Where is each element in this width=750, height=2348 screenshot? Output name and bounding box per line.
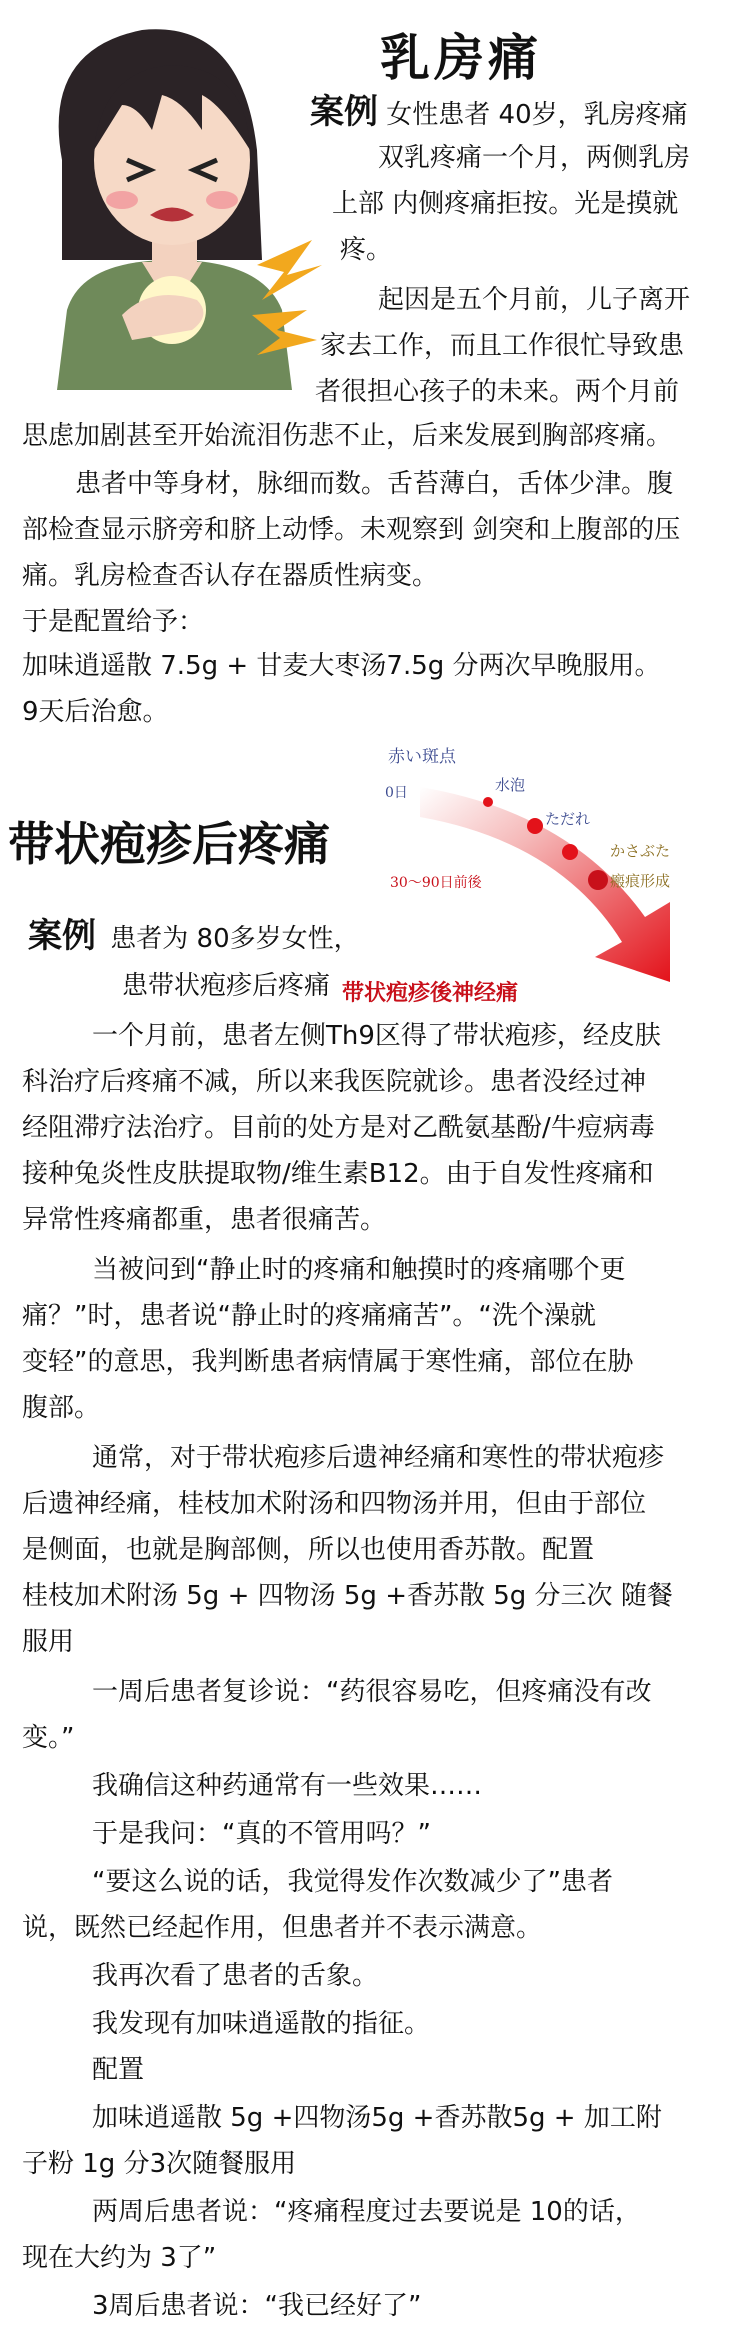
paragraph-line: 变轻”的意思，我判断患者病情属于寒性痛，部位在胁 bbox=[22, 1347, 634, 1377]
paragraph-line: 通常，对于带状疱疹后遗神经痛和寒性的带状疱疹 bbox=[92, 1443, 665, 1473]
label-result: 带状疱疹後神经痛 bbox=[342, 980, 519, 1006]
woman-chest-pain-illustration bbox=[22, 10, 332, 390]
label-blister: 水泡 bbox=[495, 776, 526, 794]
paragraph-line: 配置 bbox=[92, 2055, 145, 2085]
paragraph-line: 于是我问：“真的不管用吗？” bbox=[92, 1819, 431, 1849]
paragraph-line: 说，既然已经起作用，但患者并不表示满意。 bbox=[22, 1913, 543, 1943]
paragraph-line: 一个月前，患者左侧Th9区得了带状疱疹，经皮肤 bbox=[92, 1021, 661, 1051]
red-spot-dot bbox=[483, 797, 493, 807]
section2-title: 带状疱疹后疼痛 bbox=[8, 817, 330, 871]
paragraph-line: 两周后患者说：“疼痛程度过去要说是 10的话， bbox=[92, 2197, 641, 2227]
label-scar: 瘢痕形成 bbox=[610, 872, 671, 890]
paragraph-line: 变。” bbox=[22, 1723, 75, 1753]
paragraph-line: 双乳疼痛一个月，两侧乳房 bbox=[378, 143, 691, 173]
paragraph-line: 桂枝加术附汤 5g + 四物汤 5g +香苏散 5g 分三次 随餐 bbox=[22, 1581, 673, 1611]
scab-dot bbox=[588, 870, 608, 890]
paragraph-line: 子粉 1g 分3次随餐服用 bbox=[22, 2149, 297, 2179]
case-intro-line bbox=[310, 94, 688, 133]
label-red-spots: 赤い斑点 bbox=[388, 747, 456, 767]
paragraph-line: 9天后治愈。 bbox=[22, 697, 169, 727]
label-erosion: ただれ bbox=[545, 810, 591, 828]
paragraph-line: 痛？”时，患者说“静止时的疼痛痛苦”。“洗个澡就 bbox=[22, 1301, 596, 1331]
paragraph-line: 我确信这种药通常有一些效果…… bbox=[92, 1771, 483, 1801]
paragraph-line: 患者中等身材，脉细而数。舌苔薄白，舌体少津。腹 bbox=[75, 469, 674, 499]
paragraph-line: 科治疗后疼痛不减，所以来我医院就诊。患者没经过神 bbox=[22, 1067, 647, 1097]
case-intro: 患者为 80多岁女性， bbox=[110, 924, 360, 954]
paragraph-line: 加味逍遥散 5g +四物汤5g +香苏散5g + 加工附 bbox=[92, 2103, 662, 2133]
paragraph-line: 一周后患者复诊说：“药很容易吃，但疼痛没有改 bbox=[92, 1677, 652, 1707]
paragraph-line: 我再次看了患者的舌象。 bbox=[92, 1961, 379, 1991]
case-intro: 女性患者 40岁，乳房疼痛 bbox=[386, 100, 688, 130]
case-label: 案例 bbox=[310, 92, 378, 132]
case-intro-line bbox=[28, 918, 360, 957]
paragraph-line: 疼。 bbox=[340, 235, 393, 265]
paragraph-line: 是侧面，也就是胸部侧，所以也使用香苏散。配置 bbox=[22, 1535, 595, 1565]
paragraph-line: 起因是五个月前，儿子离开 bbox=[378, 285, 691, 315]
label-scab: かさぶた bbox=[610, 842, 671, 860]
paragraph-line: 接种兔炎性皮肤提取物/维生素B12。由于自发性疼痛和 bbox=[22, 1159, 654, 1189]
paragraph-line: 者很担心孩子的未来。两个月前 bbox=[315, 377, 680, 407]
paragraph-line: 于是配置给予： bbox=[22, 607, 205, 637]
label-days: 30～90日前後 bbox=[390, 875, 482, 891]
paragraph-line: 部检查显示脐旁和脐上动悸。未观察到 剑突和上腹部的压 bbox=[22, 515, 681, 545]
paragraph-line: 我发现有加味逍遥散的指征。 bbox=[92, 2009, 431, 2039]
paragraph-line: 思虑加剧甚至开始流泪伤悲不止，后来发展到胸部疼痛。 bbox=[22, 421, 673, 451]
paragraph-line: 异常性疼痛都重，患者很痛苦。 bbox=[22, 1205, 387, 1235]
erosion-dot bbox=[562, 844, 578, 860]
paragraph-line: 当被问到“静止时的疼痛和触摸时的疼痛哪个更 bbox=[92, 1255, 626, 1285]
blister-dot bbox=[527, 818, 543, 834]
paragraph-line: 上部 内侧疼痛拒按。光是摸就 bbox=[332, 189, 679, 219]
case-intro: 患带状疱疹后疼痛 bbox=[122, 971, 331, 1001]
paragraph-line: 服用 bbox=[22, 1627, 75, 1657]
paragraph-line: 腹部。 bbox=[22, 1393, 101, 1423]
paragraph-line: 3周后患者说：“我已经好了” bbox=[92, 2291, 422, 2321]
paragraph-line: 加味逍遥散 7.5g + 甘麦大枣汤7.5g 分两次早晚服用。 bbox=[22, 651, 661, 681]
shingles-progression-diagram bbox=[342, 742, 750, 1012]
paragraph-line: “要这么说的话，我觉得发作次数减少了”患者 bbox=[92, 1867, 613, 1897]
section1-title: 乳房痛 bbox=[380, 29, 542, 87]
case-label: 案例 bbox=[28, 916, 96, 956]
paragraph-line: 经阻滞疗法治疗。目前的处方是对乙酰氨基酚/牛痘病毒 bbox=[22, 1113, 655, 1143]
paragraph-line: 后遗神经痛，桂枝加术附汤和四物汤并用，但由于部位 bbox=[22, 1489, 647, 1519]
paragraph-line: 痛。乳房检查否认存在器质性病变。 bbox=[22, 561, 439, 591]
label-day0: 0日 bbox=[385, 785, 408, 801]
paragraph-line: 家去工作，而且工作很忙导致患 bbox=[320, 331, 685, 361]
paragraph-line: 现在大约为 3了” bbox=[22, 2243, 217, 2273]
